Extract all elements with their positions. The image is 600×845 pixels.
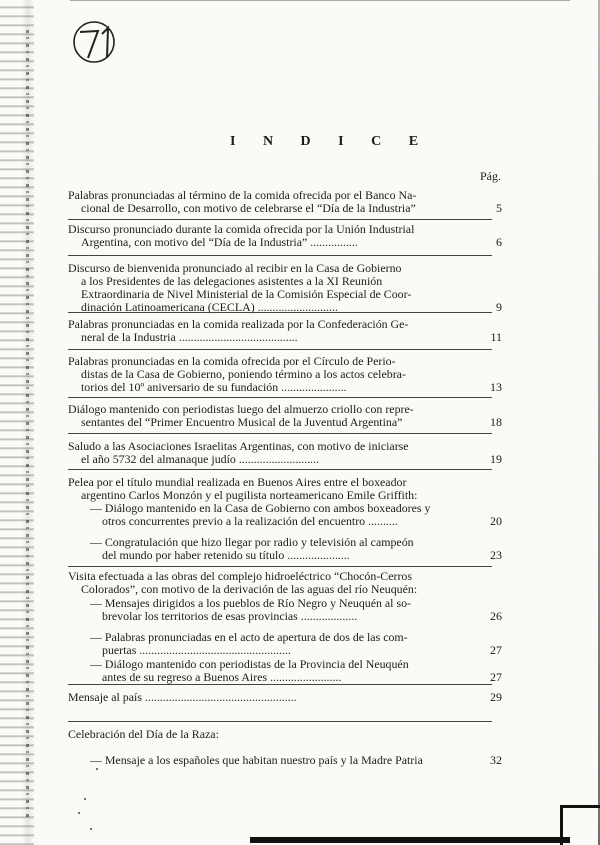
toc-entry-line: Saludo a las Asociaciones Israelitas Argentinas, con motivo de iniciarse bbox=[68, 440, 409, 453]
toc-entry bbox=[68, 440, 502, 466]
page-column-header: Pág. bbox=[480, 169, 501, 183]
toc-page-number: 32 bbox=[490, 753, 502, 767]
toc-divider bbox=[68, 255, 492, 256]
toc-entry-line: cional de Desarrollo, con motivo de celebrarse el “Día de la Industria” bbox=[81, 202, 416, 215]
toc-entry-line: Discurso pronunciado durante la comida ofrecida por la Unión Industrial bbox=[68, 223, 415, 236]
toc-entry bbox=[68, 597, 502, 623]
toc-entry-line: Visita efectuada a las obras del complejo hidroeléctrico “Chocón-Cerros bbox=[68, 570, 412, 583]
toc-entry-line: — Mensaje a los españoles que habitan nuestro país y la Madre Patria bbox=[90, 754, 423, 767]
toc-entry-line: antes de su regreso a Buenos Aires ........................ bbox=[102, 671, 342, 684]
toc-entry-line: Palabras pronunciadas en la comida realizada por la Confederación Ge- bbox=[68, 318, 409, 331]
toc-entry-line: — Diálogo mantenido con periodistas de la Provincia del Neuquén bbox=[90, 658, 409, 671]
toc-divider bbox=[68, 566, 492, 567]
speck bbox=[84, 798, 86, 800]
toc-entry-line: dinación Latinoamericana (CECLA) ........................... bbox=[81, 301, 338, 314]
scan-edge-top bbox=[70, 0, 570, 1]
toc-entry bbox=[68, 570, 492, 596]
handwritten-mark bbox=[58, 18, 132, 64]
toc-entry-line: del mundo por haber retenido su título ..................... bbox=[102, 549, 350, 562]
toc-entry bbox=[68, 223, 502, 249]
toc-entry bbox=[68, 753, 502, 767]
toc-page-number: 9 bbox=[496, 300, 502, 314]
toc-entry-line: torios del 10º aniversario de su fundación ...................... bbox=[81, 381, 347, 394]
scan-edge-bottom bbox=[250, 837, 570, 843]
toc-divider bbox=[68, 721, 492, 722]
toc-entry-line: distas de la Casa de Gobierno, poniendo término a los actos celebra- bbox=[81, 368, 406, 381]
toc-entry-line: — Diálogo mantenido en la Casa de Gobierno con ambos boxeadores y bbox=[90, 502, 431, 515]
speck bbox=[90, 828, 92, 830]
toc-page-number: 20 bbox=[490, 514, 502, 528]
toc-page-number: 23 bbox=[490, 548, 502, 562]
speck bbox=[96, 768, 98, 770]
toc-entry-line: — Congratulación que hizo llegar por radio y televisión al campeón bbox=[90, 536, 414, 549]
toc-entry bbox=[68, 355, 502, 394]
toc-entry-line: otros concurrentes previo a la realización del encuentro .......... bbox=[102, 515, 398, 528]
toc-entry bbox=[68, 631, 502, 657]
index-title: I N D I C E bbox=[230, 134, 431, 149]
speck bbox=[78, 812, 80, 814]
toc-page-number: 27 bbox=[490, 670, 502, 684]
toc-entry bbox=[68, 403, 502, 429]
toc-entry bbox=[68, 189, 502, 215]
toc-entry bbox=[68, 658, 502, 684]
toc-divider bbox=[68, 684, 492, 685]
toc-entry-line: Celebración del Día de la Raza: bbox=[68, 728, 219, 741]
toc-entry-line: — Mensajes dirigidos a los pueblos de Río Negro y Neuquén al so- bbox=[90, 597, 411, 610]
toc-page-number: 26 bbox=[490, 609, 502, 623]
toc-page-number: 29 bbox=[490, 690, 502, 704]
toc-entry-line: el año 5732 del almanaque judío ........................... bbox=[81, 453, 320, 466]
toc-entry-line: Extraordinaria de Nivel Ministerial de la Comisión Especial de Coor- bbox=[81, 288, 412, 301]
binding-edge bbox=[0, 0, 34, 845]
toc-page-number: 18 bbox=[490, 415, 502, 429]
toc-entry bbox=[68, 502, 502, 528]
toc-divider bbox=[68, 469, 492, 470]
toc-entry-line: sentantes del “Primer Encuentro Musical de la Juventud Argentina” bbox=[81, 416, 403, 429]
toc-entry-line: Palabras pronunciadas en la comida ofrecida por el Círculo de Perio- bbox=[68, 355, 396, 368]
toc-divider bbox=[68, 433, 492, 434]
toc-entry-line: a los Presidentes de las delegaciones asistentes a la XI Reunión bbox=[81, 275, 383, 288]
toc-entry bbox=[68, 476, 492, 502]
toc-entry-line: Discurso de bienvenida pronunciado al recibir en la Casa de Gobierno bbox=[68, 262, 402, 275]
toc-divider bbox=[68, 219, 492, 220]
toc-entry-line: Mensaje al país ................................................... bbox=[68, 691, 297, 704]
toc-entry bbox=[68, 690, 502, 704]
toc-divider bbox=[68, 397, 492, 398]
toc-entry-line: Palabras pronunciadas al término de la comida ofrecida por el Banco Na- bbox=[68, 189, 417, 202]
toc-entry-line: neral de la Industria ........................................ bbox=[81, 331, 298, 344]
toc-entry bbox=[68, 318, 502, 344]
toc-page-number: 11 bbox=[490, 330, 502, 344]
toc-entry-line: Argentina, con motivo del “Día de la Industria” ................ bbox=[81, 236, 358, 249]
toc-entry-line: argentino Carlos Monzón y el pugilista norteamericano Emile Griffith: bbox=[81, 489, 418, 502]
toc-page-number: 19 bbox=[490, 452, 502, 466]
toc-entry bbox=[68, 262, 502, 314]
toc-page-number: 5 bbox=[496, 201, 502, 215]
toc-entry-line: Diálogo mantenido con periodistas luego del almuerzo criollo con repre- bbox=[68, 403, 414, 416]
toc-entry-line: Colorados”, con motivo de la derivación de las aguas del río Neuquén: bbox=[81, 583, 418, 596]
toc-entry-line: — Palabras pronunciadas en el acto de apertura de dos de las com- bbox=[90, 631, 408, 644]
toc-entry-line: puertas ................................................... bbox=[102, 644, 291, 657]
toc-page-number: 6 bbox=[496, 235, 502, 249]
toc-divider bbox=[68, 349, 492, 350]
toc-entry-line: brevolar los territorios de esas provincias ................... bbox=[102, 610, 358, 623]
toc-divider bbox=[68, 312, 492, 313]
toc-entry-line: Pelea por el título mundial realizada en Buenos Aires entre el boxeador bbox=[68, 476, 407, 489]
toc-entry bbox=[68, 536, 502, 562]
toc-page-number: 27 bbox=[490, 643, 502, 657]
scan-corner bbox=[560, 805, 600, 845]
toc-entry bbox=[68, 728, 492, 741]
toc-page-number: 13 bbox=[490, 380, 502, 394]
